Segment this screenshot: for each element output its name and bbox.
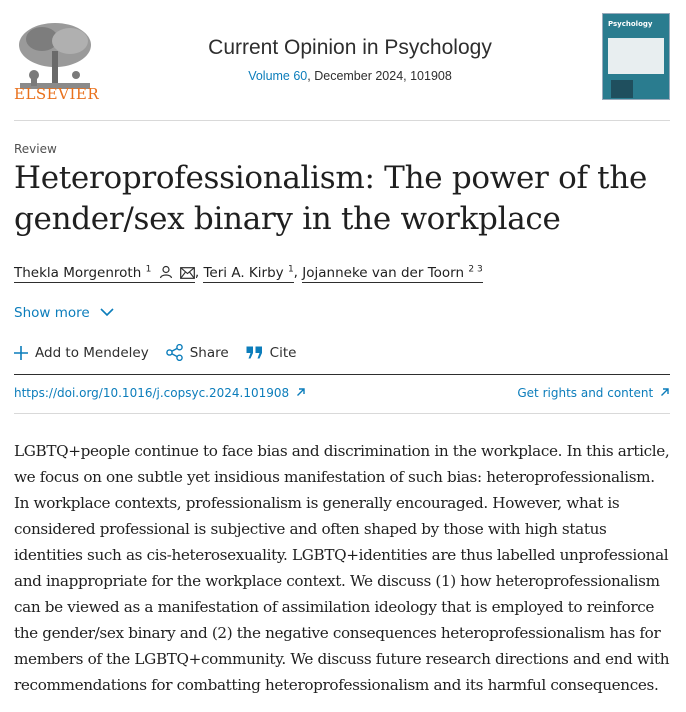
cover-panel xyxy=(608,38,664,74)
author-affiliation: 1 xyxy=(287,264,294,274)
show-more-label: Show more xyxy=(14,305,90,321)
journal-title[interactable]: Current Opinion in Psychology xyxy=(208,36,492,59)
article-type: Review xyxy=(14,142,57,156)
share-label: Share xyxy=(189,344,229,361)
author-affiliation: 2 3 xyxy=(468,264,483,274)
author-list: Thekla Morgenroth $^1$ , Teri A. Kirby $^1$, Jojanneke van der Toorn $^{2 3}$ xyxy=(14,264,483,281)
author-link[interactable] xyxy=(14,265,195,283)
rights-text: Get rights and content xyxy=(517,386,654,400)
envelope-icon[interactable] xyxy=(180,267,195,279)
article-title: Heteroprofessionalism: The power of the gender/sex binary in the workplace xyxy=(14,160,648,237)
actions-divider xyxy=(14,374,670,375)
cite-button[interactable] xyxy=(246,345,297,361)
cover-image xyxy=(611,80,633,98)
author-name: Jojanneke van der Toorn xyxy=(302,264,465,281)
cover-title: Psychology xyxy=(608,20,653,28)
doi-link[interactable] xyxy=(14,386,306,400)
header-divider xyxy=(14,120,670,121)
doi-text: https://doi.org/10.1016/j.copsyc.2024.101908 xyxy=(14,386,290,400)
arrow-up-right-icon xyxy=(296,387,306,397)
mendeley-label: Add to Mendeley xyxy=(35,344,149,361)
chevron-down-icon xyxy=(100,307,114,317)
share-icon xyxy=(166,344,183,361)
plus-icon xyxy=(14,346,28,360)
get-rights-link[interactable] xyxy=(517,386,670,400)
abstract-text: LGBTQ+people continue to face bias and discrimination in the workplace. In this article, we focus on one subtle yet insidious manifestation of such bias: heteroprofessionalism. In workplace contexts, professionalism is generally encouraged. However, what is considered professional is subjective and often shaped by those with high status identities such as cis-heterosexuality. LGBTQ+identities are thus labelled unprofessional and inappropriate for the workplace context. We discuss (1) how heteroprofessionalism can be viewed as a manifestation of assimilation ideology that is employed to reinforce the gender/sex binary and (2) the negative consequences heteroprofessionalism has for members of the LGBTQ+community. We discuss future research directions and end with recommendations for combatting heteroprofessionalism and its harmful consequences. xyxy=(14,442,670,694)
journal-issue-info xyxy=(120,69,580,83)
author-link[interactable] xyxy=(302,265,482,283)
journal-header xyxy=(0,0,686,120)
journal-cover[interactable] xyxy=(602,13,670,100)
share-button[interactable] xyxy=(166,344,229,361)
author-link[interactable] xyxy=(203,265,293,283)
cite-label: Cite xyxy=(269,344,297,361)
doi-divider xyxy=(14,413,670,414)
issue-details: , December 2024, 101908 xyxy=(307,69,452,83)
person-icon xyxy=(159,265,173,279)
author-affiliation: 1 xyxy=(145,264,152,274)
quote-icon xyxy=(246,346,263,359)
author-name: Thekla Morgenroth xyxy=(14,264,142,281)
arrow-up-right-icon xyxy=(660,387,670,397)
volume-link[interactable]: Volume 60 xyxy=(248,69,308,83)
add-to-mendeley-button[interactable] xyxy=(14,345,149,361)
show-more-button[interactable] xyxy=(14,305,114,321)
publisher-name: ELSEVIER xyxy=(14,85,100,103)
article-actions xyxy=(14,344,296,361)
author-name: Teri A. Kirby xyxy=(203,264,284,281)
